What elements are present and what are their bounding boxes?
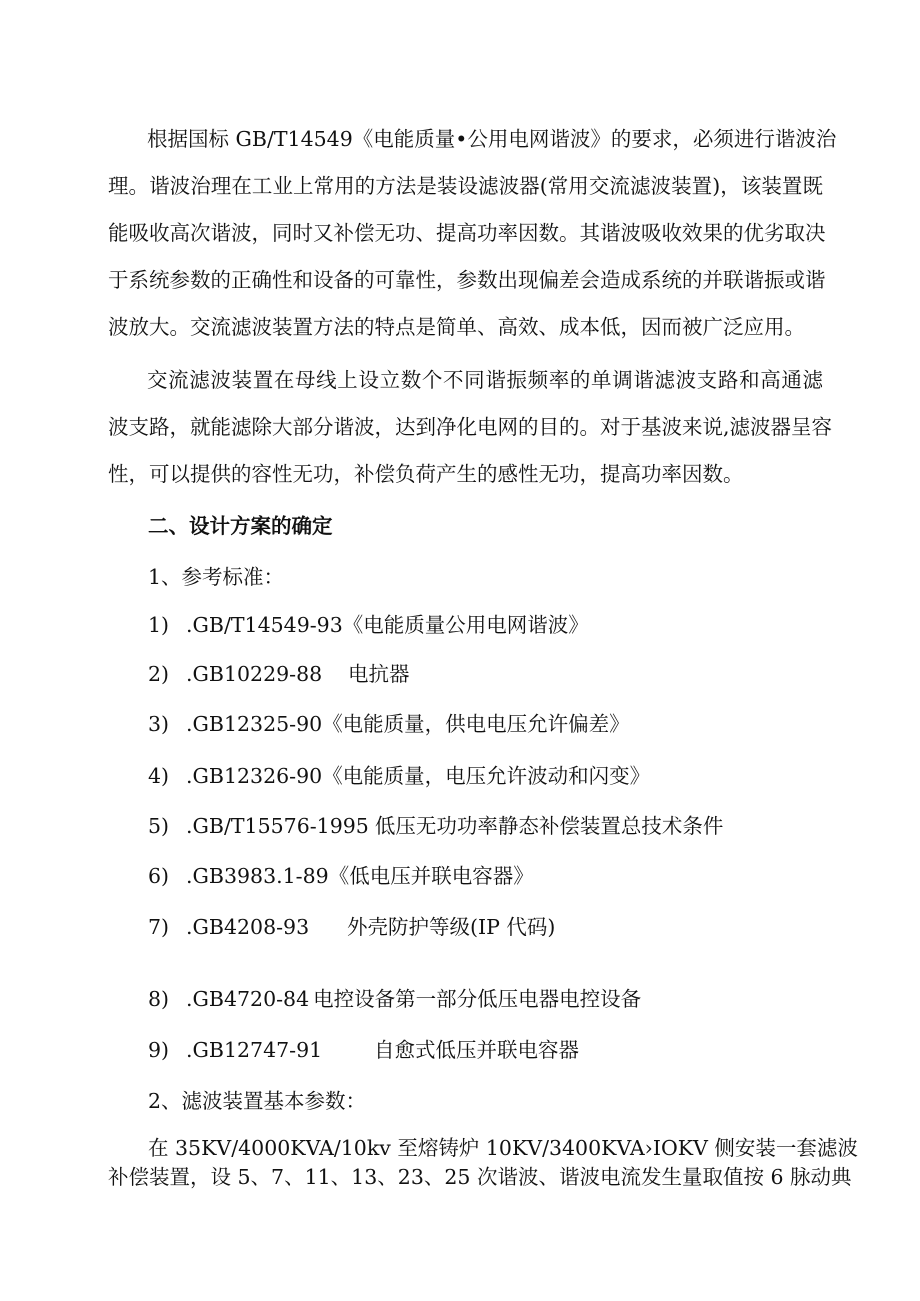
paragraph2-line-1: 交流滤波装置在母线上设立数个不同谐振频率的单调谐滤波支路和高通滤 xyxy=(147,368,823,392)
paragraph1-line-5: 波放大。交流滤波装置方法的特点是简单、高效、成本低，因而被广泛应用。 xyxy=(108,315,805,339)
standard-item xyxy=(148,710,630,738)
standard-num: 1) xyxy=(148,613,170,637)
standard-code: .GB4720-84 xyxy=(186,987,310,1011)
standard-item xyxy=(148,812,723,840)
standard-item xyxy=(148,985,641,1013)
standard-num: 2) xyxy=(148,662,170,686)
standard-item xyxy=(148,762,650,790)
section-heading: 二、设计方案的确定 xyxy=(148,514,333,538)
standard-num: 4) xyxy=(148,764,170,788)
standard-code: .GB/T14549-93 xyxy=(186,613,343,637)
standard-name: 电控设备第一部分低压电器电控设备 xyxy=(313,987,642,1011)
sub1-heading: 1、参考标准： xyxy=(148,565,285,589)
paragraph1-line-2: 理。谐波治理在工业上常用的方法是装设滤波器(常用交流滤波装置)，该装置既 xyxy=(108,174,823,198)
standard-name: 《电能质量，供电电压允许偏差》 xyxy=(322,712,630,736)
standard-item xyxy=(148,862,534,890)
standard-name: 外壳防护等级(IP 代码) xyxy=(347,915,556,939)
standard-code: .GB4208-93 xyxy=(186,915,310,939)
paragraph2-line-2: 波支路，就能滤除大部分谐波，达到净化电网的目的。对于基波来说,滤波器呈容 xyxy=(108,415,833,439)
standard-num: 6) xyxy=(148,864,170,888)
standard-code: .GB12326-90 xyxy=(186,764,323,788)
standard-name: 自愈式低压并联电容器 xyxy=(374,1038,579,1062)
paragraph2-line-3: 性，可以提供的容性无功，补偿负荷产生的感性无功，提高功率因数。 xyxy=(108,462,744,486)
standard-name: 《电能质量，电压允许波动和闪变》 xyxy=(322,764,651,788)
standard-code: .GB3983.1-89 xyxy=(186,864,329,888)
standard-name: 《电能质量公用电网谐波》 xyxy=(342,613,589,637)
paragraph1-line-3: 能吸收高次谐波，同时又补偿无功、提高功率因数。其谐波吸收效果的优劣取决 xyxy=(108,221,826,245)
standard-name: 低压无功功率静态补偿装置总技术条件 xyxy=(374,814,724,838)
standard-name: 电抗器 xyxy=(348,662,410,686)
standard-num: 5) xyxy=(148,814,170,838)
standard-code: .GB10229-88 xyxy=(186,662,323,686)
standard-item xyxy=(148,660,410,688)
standard-code: .GB12325-90 xyxy=(186,712,323,736)
paragraph1-line-1: 根据国标 GB/T14549《电能质量•公用电网谐波》的要求，必须进行谐波治 xyxy=(147,127,837,151)
standard-num: 9) xyxy=(148,1038,170,1062)
sub2-heading: 2、滤波装置基本参数： xyxy=(148,1089,367,1113)
standard-code: .GB/T15576-1995 xyxy=(186,814,369,838)
paragraph3-line-1: 在 35KV/4000KVA/10kv 至熔铸炉 10KV/3400KVA›IOKV 侧安装一套滤波 xyxy=(148,1136,858,1160)
standard-item xyxy=(148,913,555,941)
paragraph1-line-4: 于系统参数的正确性和设备的可靠性，参数出现偏差会造成系统的并联谐振或谐 xyxy=(108,268,826,292)
standard-num: 7) xyxy=(148,915,170,939)
paragraph3-line-2: 补偿装置，设 5、7、11、13、23、25 次谐波、谐波电流发生量取值按 6 脉动典 xyxy=(108,1165,852,1189)
standard-num: 8) xyxy=(148,987,170,1011)
standard-num: 3) xyxy=(148,712,170,736)
standard-code: .GB12747-91 xyxy=(186,1038,323,1062)
standard-item xyxy=(148,611,589,639)
standard-name: 《低电压并联电容器》 xyxy=(328,864,534,888)
standard-item xyxy=(148,1036,579,1064)
